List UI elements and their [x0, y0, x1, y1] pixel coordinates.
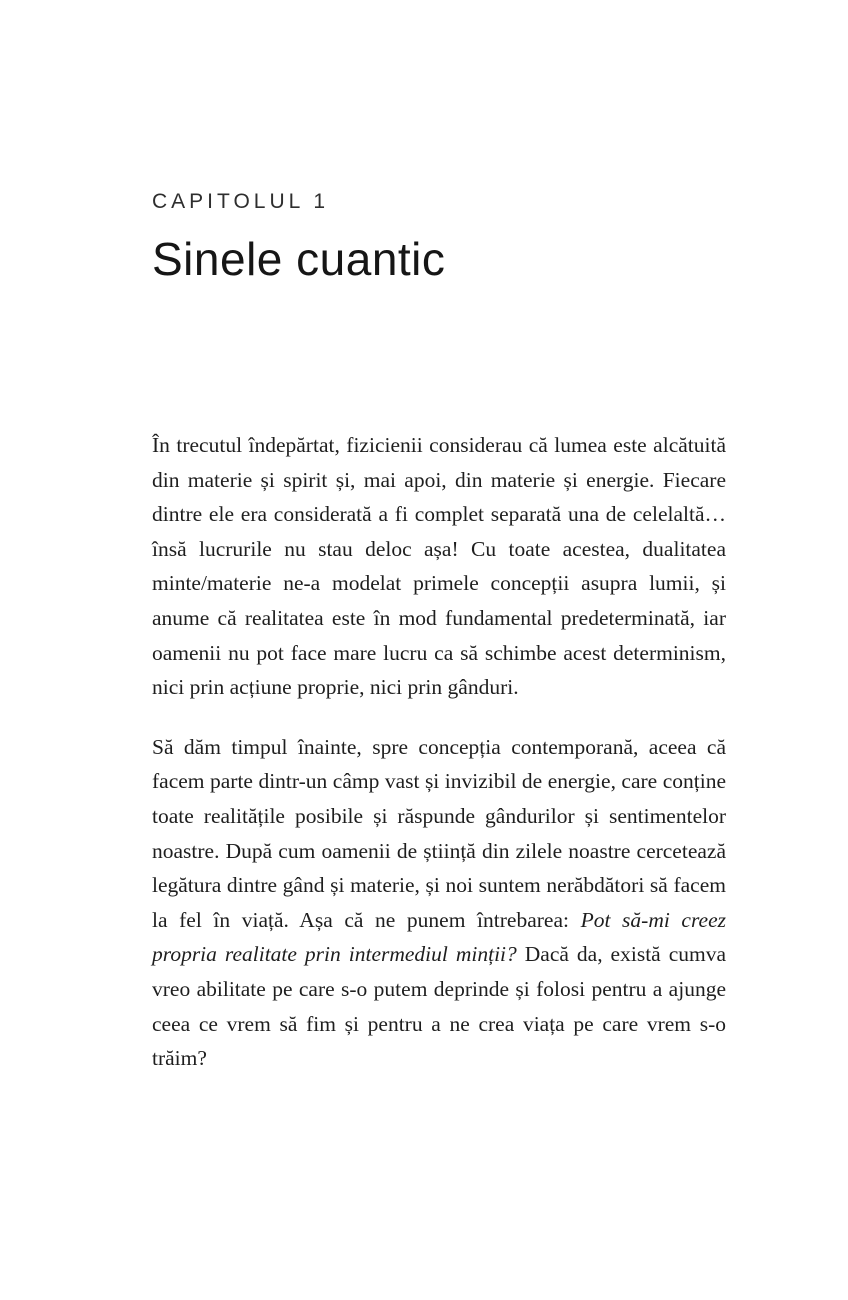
paragraph-1: [152, 428, 726, 705]
paragraph-1-text: În trecutul îndepărtat, fizicienii considerau că lumea este alcătuită din materie și spirit și, mai apoi, din materie și energie. Fiecare dintre ele era considerată a fi complet separată una de celelaltă… însă lucrurile nu stau deloc așa! Cu toate acestea, dualitatea minte/materie ne-a modelat primele concepții asupra lumii, și anume că realitatea este în mod fundamental predeterminată, iar oamenii nu pot face mare lucru ca să schimbe acest determinism, nici prin acțiune proprie, nici prin gânduri.: [152, 433, 726, 700]
chapter-kicker: CAPITOLUL 1: [152, 190, 330, 213]
paragraph-2-text-after-italic: Dacă da, există cumva vreo abilitate pe care s-o putem deprinde și folosi pentru a ajunge ceea ce vrem să fim și pentru a ne crea viața pe care vrem s-o trăim?: [152, 942, 726, 1071]
paragraph-2-italic-question: Pot să-mi creez propria realitate prin intermediul minții?: [152, 907, 726, 967]
body-text: [152, 428, 726, 1076]
paragraph-2: [152, 730, 726, 1076]
chapter-title: Sinele cuantic: [152, 233, 446, 285]
paragraph-2-text-before-italic: Să dăm timpul înainte, spre concepția contemporană, aceea că facem parte dintr-un câmp vast și invizibil de energie, care conține toate realitățile posibile și răspunde gândurilor și sentimentelor noastre. După cum oamenii de știință din zilele noastre cercetează legătura dintre gând și materie, și noi suntem nerăbdători să facem la fel în viață. Așa că ne punem întrebarea:: [152, 734, 726, 932]
